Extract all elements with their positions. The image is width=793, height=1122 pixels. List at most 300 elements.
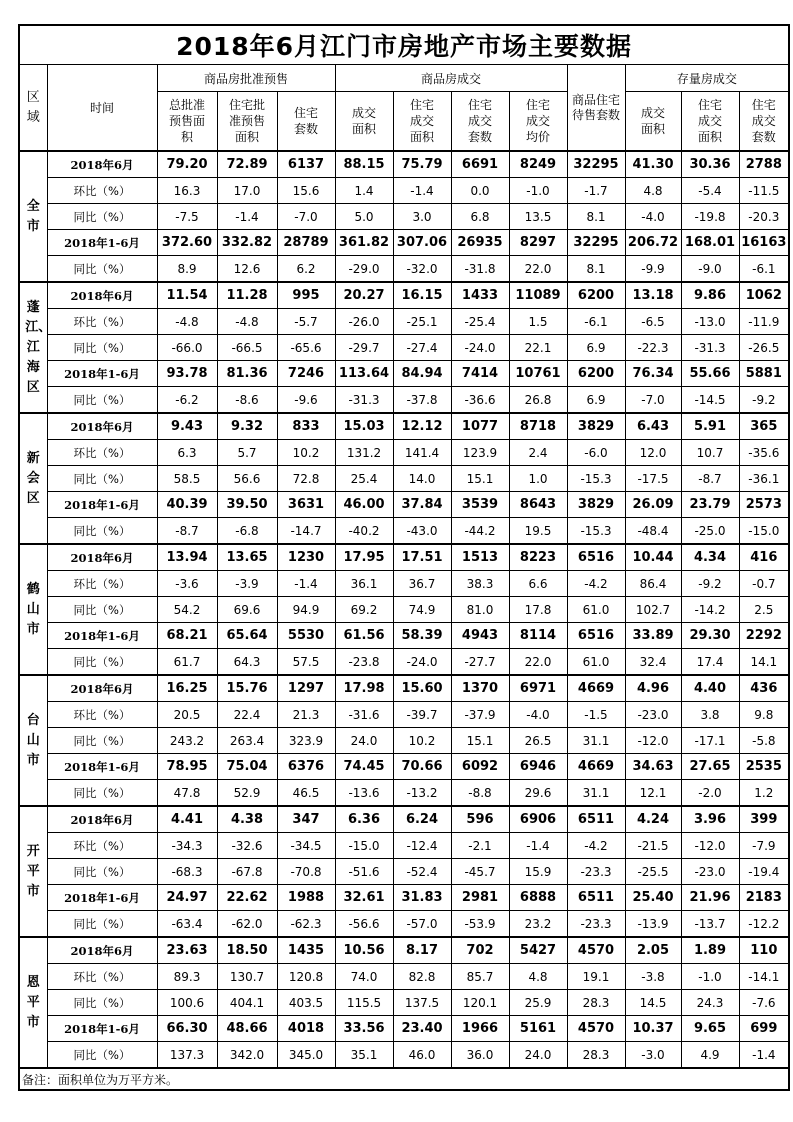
table-cell: 6.24 xyxy=(393,806,451,833)
table-cell: 6376 xyxy=(277,754,335,780)
table-cell: 361.82 xyxy=(335,230,393,256)
table-cell: -67.8 xyxy=(217,859,277,885)
subheader-sales-1: 住宅成交面积 xyxy=(393,92,451,152)
region-label: 开平市 xyxy=(19,806,47,937)
table-cell: 27.65 xyxy=(681,754,739,780)
table-cell: 9.8 xyxy=(739,702,789,728)
table-cell: 13.18 xyxy=(625,282,681,309)
table-cell: -22.3 xyxy=(625,335,681,361)
row-time-label: 2018年6月 xyxy=(47,544,157,571)
table-row xyxy=(19,728,789,754)
table-cell: -27.7 xyxy=(451,649,509,676)
row-time-label: 同比（%） xyxy=(47,466,157,492)
table-cell: -7.0 xyxy=(277,204,335,230)
table-cell: 16.15 xyxy=(393,282,451,309)
table-cell: 25.4 xyxy=(335,466,393,492)
table-cell: 17.0 xyxy=(217,178,277,204)
table-cell: 30.36 xyxy=(681,151,739,178)
table-cell: 72.89 xyxy=(217,151,277,178)
table-cell: -8.7 xyxy=(157,518,217,545)
table-cell: 6888 xyxy=(509,885,567,911)
table-cell: -4.2 xyxy=(567,571,625,597)
table-cell: 6200 xyxy=(567,361,625,387)
table-cell: 14.5 xyxy=(625,990,681,1016)
table-cell: 13.94 xyxy=(157,544,217,571)
table-cell: 6.43 xyxy=(625,413,681,440)
subheader-existing-1: 住宅成交面积 xyxy=(681,92,739,152)
row-time-label: 同比（%） xyxy=(47,204,157,230)
table-cell: -3.0 xyxy=(625,1042,681,1069)
table-cell: 6.9 xyxy=(567,387,625,414)
table-cell: 1230 xyxy=(277,544,335,571)
table-cell: 332.82 xyxy=(217,230,277,256)
table-cell: 65.64 xyxy=(217,623,277,649)
table-cell: 14.1 xyxy=(739,649,789,676)
table-cell: 1.2 xyxy=(739,780,789,807)
table-row xyxy=(19,649,789,676)
table-cell: 26.09 xyxy=(625,492,681,518)
table-cell: 131.2 xyxy=(335,440,393,466)
table-cell: 47.8 xyxy=(157,780,217,807)
table-cell: 372.60 xyxy=(157,230,217,256)
table-cell: 4.41 xyxy=(157,806,217,833)
table-cell: -25.4 xyxy=(451,309,509,335)
table-cell: 6.6 xyxy=(509,571,567,597)
table-cell: 14.0 xyxy=(393,466,451,492)
table-cell: 4.9 xyxy=(681,1042,739,1069)
table-cell: 56.6 xyxy=(217,466,277,492)
table-cell: -14.2 xyxy=(681,597,739,623)
table-row xyxy=(19,518,789,545)
table-cell: 399 xyxy=(739,806,789,833)
row-time-label: 同比（%） xyxy=(47,387,157,414)
table-cell: -66.5 xyxy=(217,335,277,361)
table-cell: 3631 xyxy=(277,492,335,518)
table-cell: 2.5 xyxy=(739,597,789,623)
table-cell: 3829 xyxy=(567,413,625,440)
table-cell: 11089 xyxy=(509,282,567,309)
table-cell: 5.0 xyxy=(335,204,393,230)
table-cell: -25.1 xyxy=(393,309,451,335)
table-row xyxy=(19,990,789,1016)
table-cell: 5.91 xyxy=(681,413,739,440)
footnote: 备注：面积单位为万平方米。 xyxy=(19,1068,789,1090)
region-label: 恩平市 xyxy=(19,937,47,1068)
table-cell: 26.8 xyxy=(509,387,567,414)
table-cell: -6.0 xyxy=(567,440,625,466)
table-cell: 10.2 xyxy=(277,440,335,466)
table-cell: 8.1 xyxy=(567,204,625,230)
table-cell: -12.2 xyxy=(739,911,789,938)
table-row xyxy=(19,571,789,597)
table-cell: 347 xyxy=(277,806,335,833)
table-cell: 137.5 xyxy=(393,990,451,1016)
table-cell: -14.1 xyxy=(739,964,789,990)
table-cell: 32.4 xyxy=(625,649,681,676)
table-cell: -66.0 xyxy=(157,335,217,361)
table-cell: 23.40 xyxy=(393,1016,451,1042)
table-cell: -3.9 xyxy=(217,571,277,597)
table-cell: 28.3 xyxy=(567,990,625,1016)
table-cell: 25.40 xyxy=(625,885,681,911)
table-cell: 23.63 xyxy=(157,937,217,964)
table-cell: -35.6 xyxy=(739,440,789,466)
table-cell: 74.0 xyxy=(335,964,393,990)
table-cell: 36.1 xyxy=(335,571,393,597)
table-cell: 243.2 xyxy=(157,728,217,754)
table-cell: 19.5 xyxy=(509,518,567,545)
subheader-presale-1: 住宅批准预售面积 xyxy=(217,92,277,152)
table-cell: 61.56 xyxy=(335,623,393,649)
table-cell: 7246 xyxy=(277,361,335,387)
table-cell: 4018 xyxy=(277,1016,335,1042)
header-group-presale: 商品房批准预售 xyxy=(157,65,335,92)
table-cell: 74.9 xyxy=(393,597,451,623)
table-cell: 36.0 xyxy=(451,1042,509,1069)
table-cell: 2981 xyxy=(451,885,509,911)
table-row xyxy=(19,440,789,466)
table-cell: -56.6 xyxy=(335,911,393,938)
table-cell: -23.3 xyxy=(567,911,625,938)
table-cell: 8.9 xyxy=(157,256,217,283)
table-row xyxy=(19,204,789,230)
table-cell: 9.86 xyxy=(681,282,739,309)
table-cell: 9.32 xyxy=(217,413,277,440)
row-time-label: 同比（%） xyxy=(47,335,157,361)
table-cell: 10.56 xyxy=(335,937,393,964)
table-cell: 66.30 xyxy=(157,1016,217,1042)
table-cell: -52.4 xyxy=(393,859,451,885)
row-time-label: 环比（%） xyxy=(47,571,157,597)
table-cell: -2.1 xyxy=(451,833,509,859)
row-time-label: 环比（%） xyxy=(47,833,157,859)
table-cell: -14.7 xyxy=(277,518,335,545)
table-cell: -8.8 xyxy=(451,780,509,807)
table-cell: 46.5 xyxy=(277,780,335,807)
row-time-label: 同比（%） xyxy=(47,1042,157,1069)
table-cell: 58.39 xyxy=(393,623,451,649)
table-cell: -17.1 xyxy=(681,728,739,754)
table-cell: 8.17 xyxy=(393,937,451,964)
table-cell: 3.0 xyxy=(393,204,451,230)
table-cell: 24.97 xyxy=(157,885,217,911)
table-cell: 34.63 xyxy=(625,754,681,780)
table-cell: 1.4 xyxy=(335,178,393,204)
table-cell: 6092 xyxy=(451,754,509,780)
table-cell: -9.9 xyxy=(625,256,681,283)
table-cell: -12.0 xyxy=(681,833,739,859)
table-row xyxy=(19,178,789,204)
table-cell: 12.12 xyxy=(393,413,451,440)
table-cell: 15.6 xyxy=(277,178,335,204)
row-time-label: 同比（%） xyxy=(47,256,157,283)
table-cell: 24.0 xyxy=(509,1042,567,1069)
table-cell: 88.15 xyxy=(335,151,393,178)
row-time-label: 2018年1-6月 xyxy=(47,361,157,387)
table-cell: -17.5 xyxy=(625,466,681,492)
table-row xyxy=(19,833,789,859)
header-group-sales: 商品房成交 xyxy=(335,65,567,92)
table-cell: -15.3 xyxy=(567,466,625,492)
table-cell: 58.5 xyxy=(157,466,217,492)
table-cell: 100.6 xyxy=(157,990,217,1016)
table-row xyxy=(19,937,789,964)
table-cell: 79.20 xyxy=(157,151,217,178)
table-cell: -19.8 xyxy=(681,204,739,230)
table-cell: 24.3 xyxy=(681,990,739,1016)
table-cell: -4.2 xyxy=(567,833,625,859)
table-cell: -5.4 xyxy=(681,178,739,204)
table-cell: 1077 xyxy=(451,413,509,440)
table-row xyxy=(19,859,789,885)
row-time-label: 环比（%） xyxy=(47,178,157,204)
table-cell: 31.1 xyxy=(567,728,625,754)
table-cell: -51.6 xyxy=(335,859,393,885)
table-cell: 3.8 xyxy=(681,702,739,728)
table-cell: 22.1 xyxy=(509,335,567,361)
table-cell: 365 xyxy=(739,413,789,440)
table-cell: -48.4 xyxy=(625,518,681,545)
table-cell: 699 xyxy=(739,1016,789,1042)
subheader-presale-2: 住宅套数 xyxy=(277,92,335,152)
table-cell: 81.36 xyxy=(217,361,277,387)
row-time-label: 同比（%） xyxy=(47,518,157,545)
table-cell: 25.9 xyxy=(509,990,567,1016)
table-cell: -5.7 xyxy=(277,309,335,335)
table-cell: 403.5 xyxy=(277,990,335,1016)
table-cell: 16.25 xyxy=(157,675,217,702)
row-time-label: 同比（%） xyxy=(47,597,157,623)
table-cell: 5881 xyxy=(739,361,789,387)
table-cell: 8297 xyxy=(509,230,567,256)
table-row xyxy=(19,335,789,361)
region-label: 全市 xyxy=(19,151,47,282)
table-cell: 6.9 xyxy=(567,335,625,361)
table-cell: 4.24 xyxy=(625,806,681,833)
table-cell: 6.3 xyxy=(157,440,217,466)
table-cell: 28.3 xyxy=(567,1042,625,1069)
row-time-label: 2018年1-6月 xyxy=(47,623,157,649)
table-cell: 15.1 xyxy=(451,466,509,492)
table-cell: 123.9 xyxy=(451,440,509,466)
table-cell: 6516 xyxy=(567,544,625,571)
table-cell: 31.1 xyxy=(567,780,625,807)
table-cell: -1.4 xyxy=(277,571,335,597)
table-cell: -15.0 xyxy=(739,518,789,545)
table-cell: 1.89 xyxy=(681,937,739,964)
row-time-label: 2018年6月 xyxy=(47,937,157,964)
table-cell: 16.3 xyxy=(157,178,217,204)
table-cell: 12.1 xyxy=(625,780,681,807)
table-cell: 26935 xyxy=(451,230,509,256)
table-cell: 10.44 xyxy=(625,544,681,571)
table-row xyxy=(19,256,789,283)
table-cell: 4.96 xyxy=(625,675,681,702)
table-cell: -13.7 xyxy=(681,911,739,938)
table-cell: 54.2 xyxy=(157,597,217,623)
table-cell: -26.0 xyxy=(335,309,393,335)
table-cell: 38.3 xyxy=(451,571,509,597)
table-cell: 21.96 xyxy=(681,885,739,911)
table-row xyxy=(19,702,789,728)
table-cell: 168.01 xyxy=(681,230,739,256)
table-cell: 12.0 xyxy=(625,440,681,466)
table-row xyxy=(19,964,789,990)
table-cell: -26.5 xyxy=(739,335,789,361)
table-cell: 61.0 xyxy=(567,649,625,676)
table-row xyxy=(19,623,789,649)
table-cell: -34.3 xyxy=(157,833,217,859)
row-time-label: 同比（%） xyxy=(47,990,157,1016)
table-cell: 6200 xyxy=(567,282,625,309)
table-cell: -1.4 xyxy=(393,178,451,204)
table-cell: 8223 xyxy=(509,544,567,571)
table-cell: 1988 xyxy=(277,885,335,911)
row-time-label: 2018年6月 xyxy=(47,675,157,702)
table-cell: -8.7 xyxy=(681,466,739,492)
table-cell: 57.5 xyxy=(277,649,335,676)
table-cell: 76.34 xyxy=(625,361,681,387)
table-row xyxy=(19,361,789,387)
table-cell: 5530 xyxy=(277,623,335,649)
table-cell: -29.0 xyxy=(335,256,393,283)
table-cell: 1966 xyxy=(451,1016,509,1042)
row-time-label: 环比（%） xyxy=(47,309,157,335)
table-cell: -23.0 xyxy=(681,859,739,885)
table-cell: 113.64 xyxy=(335,361,393,387)
table-cell: 35.1 xyxy=(335,1042,393,1069)
table-cell: 32295 xyxy=(567,151,625,178)
table-cell: 5161 xyxy=(509,1016,567,1042)
table-cell: 4669 xyxy=(567,754,625,780)
table-cell: 10761 xyxy=(509,361,567,387)
table-cell: -32.0 xyxy=(393,256,451,283)
table-cell: 12.6 xyxy=(217,256,277,283)
table-row xyxy=(19,309,789,335)
table-cell: 596 xyxy=(451,806,509,833)
table-row xyxy=(19,754,789,780)
table-cell: 141.4 xyxy=(393,440,451,466)
table-cell: 72.8 xyxy=(277,466,335,492)
table-cell: 18.50 xyxy=(217,937,277,964)
table-cell: -1.5 xyxy=(567,702,625,728)
table-cell: 6137 xyxy=(277,151,335,178)
table-cell: -6.8 xyxy=(217,518,277,545)
table-cell: 4669 xyxy=(567,675,625,702)
table-cell: 22.4 xyxy=(217,702,277,728)
data-sheet xyxy=(18,24,787,1091)
table-row xyxy=(19,597,789,623)
table-cell: -31.6 xyxy=(335,702,393,728)
table-cell: 61.0 xyxy=(567,597,625,623)
table-cell: 342.0 xyxy=(217,1042,277,1069)
table-cell: 307.06 xyxy=(393,230,451,256)
table-cell: 6946 xyxy=(509,754,567,780)
table-cell: -31.3 xyxy=(681,335,739,361)
table-cell: 8718 xyxy=(509,413,567,440)
table-cell: -2.0 xyxy=(681,780,739,807)
table-cell: 6511 xyxy=(567,885,625,911)
table-cell: -62.0 xyxy=(217,911,277,938)
table-cell: 10.7 xyxy=(681,440,739,466)
table-cell: 10.37 xyxy=(625,1016,681,1042)
row-time-label: 环比（%） xyxy=(47,964,157,990)
table-cell: -68.3 xyxy=(157,859,217,885)
table-cell: -13.0 xyxy=(681,309,739,335)
table-cell: 61.7 xyxy=(157,649,217,676)
table-cell: 1433 xyxy=(451,282,509,309)
header-group-existing: 存量房成交 xyxy=(625,65,789,92)
row-time-label: 2018年6月 xyxy=(47,806,157,833)
table-cell: -12.0 xyxy=(625,728,681,754)
table-cell: 16163 xyxy=(739,230,789,256)
table-cell: 4.8 xyxy=(625,178,681,204)
table-cell: 21.3 xyxy=(277,702,335,728)
table-cell: 40.39 xyxy=(157,492,217,518)
subheader-presale-0: 总批准预售面积 xyxy=(157,92,217,152)
table-cell: 6516 xyxy=(567,623,625,649)
table-cell: 28789 xyxy=(277,230,335,256)
table-cell: -21.5 xyxy=(625,833,681,859)
table-cell: -24.0 xyxy=(393,649,451,676)
table-cell: -23.0 xyxy=(625,702,681,728)
table-cell: 6511 xyxy=(567,806,625,833)
table-cell: 17.51 xyxy=(393,544,451,571)
table-cell: -23.8 xyxy=(335,649,393,676)
table-cell: 32.61 xyxy=(335,885,393,911)
table-cell: 23.2 xyxy=(509,911,567,938)
table-cell: -36.6 xyxy=(451,387,509,414)
table-cell: -6.5 xyxy=(625,309,681,335)
table-cell: 89.3 xyxy=(157,964,217,990)
table-cell: 4570 xyxy=(567,1016,625,1042)
table-cell: 263.4 xyxy=(217,728,277,754)
table-cell: 1435 xyxy=(277,937,335,964)
table-cell: -7.5 xyxy=(157,204,217,230)
table-cell: 5.7 xyxy=(217,440,277,466)
row-time-label: 同比（%） xyxy=(47,780,157,807)
table-cell: 55.66 xyxy=(681,361,739,387)
table-cell: -57.0 xyxy=(393,911,451,938)
table-cell: 69.6 xyxy=(217,597,277,623)
table-row xyxy=(19,413,789,440)
row-time-label: 同比（%） xyxy=(47,649,157,676)
table-cell: 24.0 xyxy=(335,728,393,754)
table-cell: 1.0 xyxy=(509,466,567,492)
table-cell: -23.3 xyxy=(567,859,625,885)
table-cell: 6906 xyxy=(509,806,567,833)
table-cell: -13.2 xyxy=(393,780,451,807)
table-cell: 4.8 xyxy=(509,964,567,990)
table-cell: -9.6 xyxy=(277,387,335,414)
table-cell: 69.2 xyxy=(335,597,393,623)
table-cell: -19.4 xyxy=(739,859,789,885)
table-row xyxy=(19,282,789,309)
table-cell: 64.3 xyxy=(217,649,277,676)
page-title: 2018年6月江门市房地产市场主要数据 xyxy=(19,25,789,65)
table-cell: 9.43 xyxy=(157,413,217,440)
table-cell: 8643 xyxy=(509,492,567,518)
table-cell: 6971 xyxy=(509,675,567,702)
table-cell: -6.1 xyxy=(739,256,789,283)
table-cell: 17.98 xyxy=(335,675,393,702)
table-row xyxy=(19,806,789,833)
table-cell: 15.76 xyxy=(217,675,277,702)
table-cell: -8.6 xyxy=(217,387,277,414)
table-cell: 33.56 xyxy=(335,1016,393,1042)
table-cell: 75.79 xyxy=(393,151,451,178)
table-cell: 15.60 xyxy=(393,675,451,702)
